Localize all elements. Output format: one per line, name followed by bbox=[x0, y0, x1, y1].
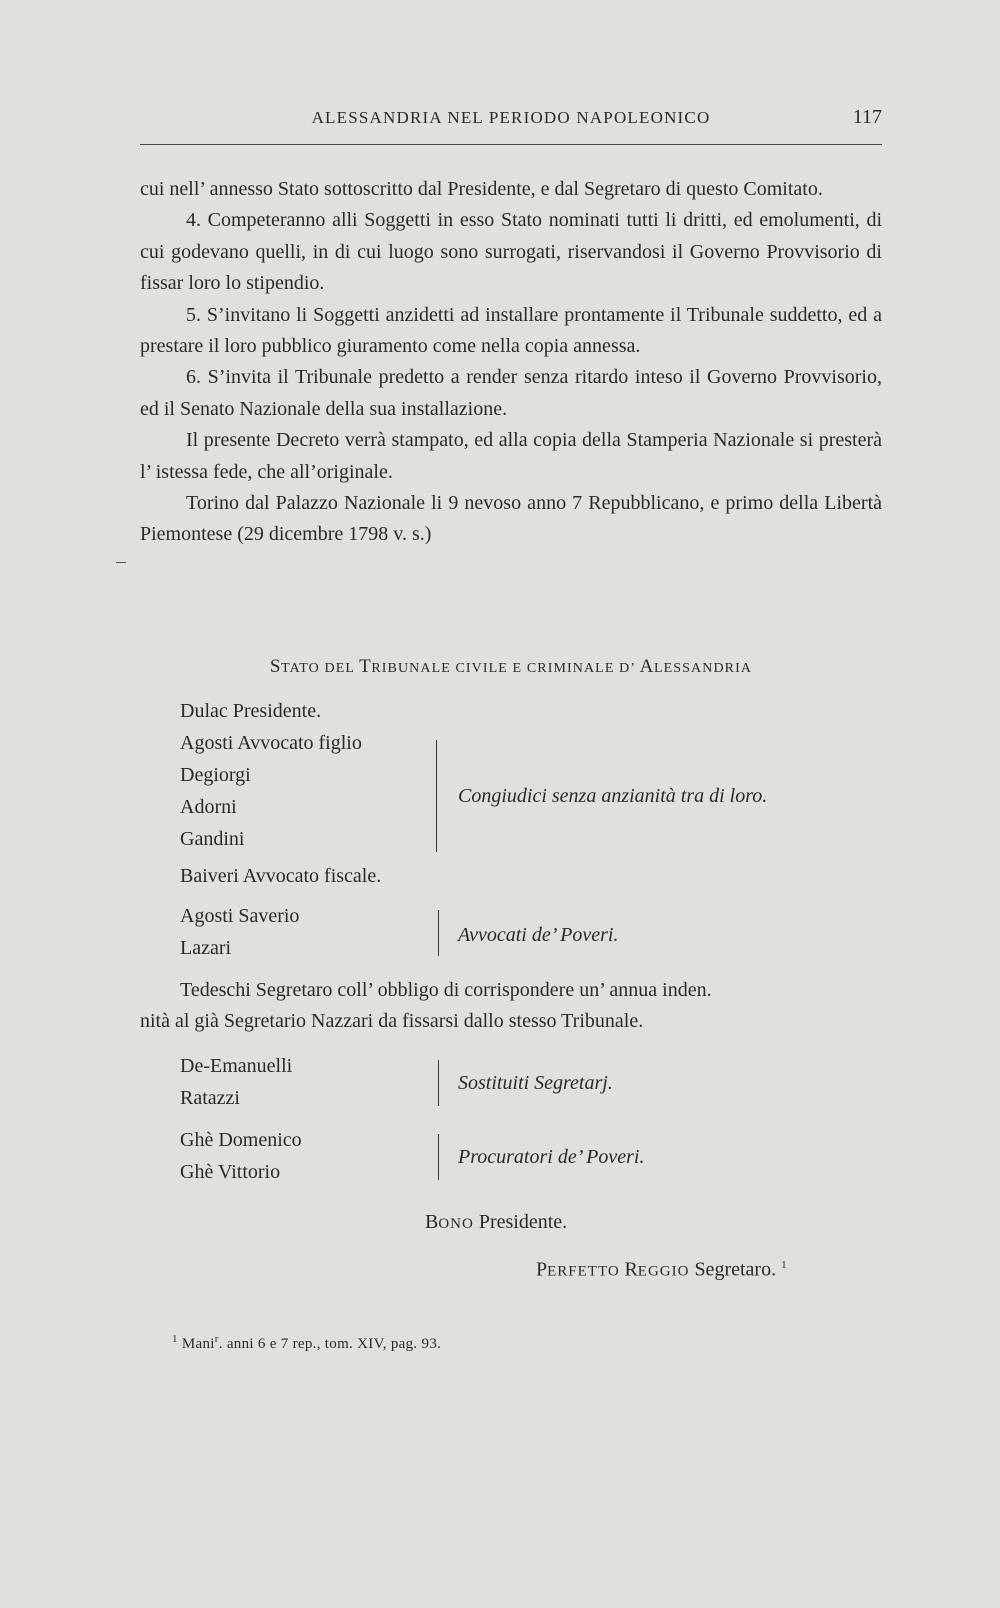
page-number: 117 bbox=[852, 106, 882, 128]
roster-fiscal: Baiveri Avvocato fiscale. bbox=[180, 865, 382, 887]
judges-brace bbox=[436, 740, 437, 852]
substitute-name: De-Emanuelli bbox=[180, 1055, 293, 1077]
signature-part: R bbox=[624, 1258, 638, 1281]
paragraph: 4. Competeranno alli Soggetti in esso Stato nominati tutti li dritti, ed emolumenti, di cui godevano quelli, in di cui luogo sono surrogati, riservandosi il Governo Provvisorio di fissar loro lo stipendio. bbox=[140, 209, 882, 295]
procurator-name: Ghè Vittorio bbox=[180, 1161, 281, 1183]
paragraph: cui nell’ annesso Stato sottoscritto dal Presidente, e dal Segretaro di questo Comitato. bbox=[140, 178, 823, 200]
footnote bbox=[172, 1333, 441, 1353]
footnote-text: Mani bbox=[181, 1336, 215, 1352]
judge-name: Agosti Avvocato figlio bbox=[180, 732, 362, 754]
signature-title: Presidente. bbox=[478, 1211, 568, 1233]
president-signature bbox=[425, 1207, 567, 1239]
paragraph: 5. S’invitano li Soggetti anzidetti ad installare prontamente il Tribunale suddetto, ed a prestare il loro pubblico giuramento come nella copia annessa. bbox=[140, 303, 882, 358]
section-title bbox=[140, 656, 882, 678]
paragraph: Il presente Decreto verrà stampato, ed alla copia della Stamperia Nazionale si presterà l’ istessa fede, che all’originale. bbox=[140, 429, 882, 483]
signature-title: Segretaro. bbox=[694, 1258, 777, 1281]
footnote-text: r bbox=[214, 1333, 219, 1345]
section-title-part: A bbox=[639, 656, 654, 677]
secretary-line: nità al già Segretario Nazzari da fissarsi dallo stesso Tribunale. bbox=[140, 1010, 644, 1032]
advocates-note: Avvocati de’ Poveri. bbox=[458, 924, 619, 946]
paragraph: 6. S’invita il Tribunale predetto a render senza ritardo inteso il Governo Provvisorio, ed il Senato Nazionale della sua installazione. bbox=[140, 366, 882, 420]
substitute-name: Ratazzi bbox=[180, 1087, 240, 1109]
procurators-brace bbox=[438, 1134, 439, 1180]
section-title-part: TATO DEL bbox=[281, 661, 360, 676]
judges-note: Congiudici senza anzianità tra di loro. bbox=[458, 785, 768, 807]
secretary-signature bbox=[536, 1250, 787, 1287]
judge-name: Gandini bbox=[180, 828, 245, 850]
procurators-note: Procuratori de’ Poveri. bbox=[458, 1146, 645, 1168]
roster-president: Dulac Presidente. bbox=[180, 700, 322, 722]
section-title-part: T bbox=[359, 656, 372, 677]
advocates-brace bbox=[438, 910, 439, 956]
paragraph: Torino dal Palazzo Nazionale li 9 nevoso anno 7 Repubblicano, e primo della Libertà Piemontese (29 dicembre 1798 v. s.) bbox=[140, 492, 882, 546]
section-title-part: RIBUNALE CIVILE E CRIMINALE D’ bbox=[371, 661, 640, 676]
advocate-name: Agosti Saverio bbox=[180, 905, 300, 927]
signature-part: EGGIO bbox=[637, 1263, 690, 1280]
running-head bbox=[140, 106, 882, 132]
running-title: ALESSANDRIA NEL PERIODO NAPOLEONICO bbox=[311, 108, 711, 127]
section-title-part: S bbox=[269, 656, 282, 677]
section-title-part: LESSANDRIA bbox=[653, 661, 753, 676]
footnote-text: . anni 6 e 7 rep., tom. XIV, pag. 93. bbox=[218, 1336, 442, 1352]
advocate-name: Lazari bbox=[180, 937, 232, 959]
footnote-marker: 1 bbox=[172, 1333, 178, 1345]
margin-mark bbox=[116, 562, 126, 563]
decree-text bbox=[140, 174, 882, 551]
secretary-line: Tedeschi Segretaro coll’ obbligo di corrispondere un’ annua inden. bbox=[180, 979, 712, 1001]
procurator-name: Ghè Domenico bbox=[180, 1129, 302, 1151]
signature-part: P bbox=[536, 1258, 548, 1281]
judge-name: Adorni bbox=[180, 796, 237, 818]
signature-part: B bbox=[425, 1211, 439, 1233]
signature-part: ONO bbox=[438, 1216, 474, 1232]
substitutes-brace bbox=[438, 1060, 439, 1106]
footnote-ref: 1 bbox=[781, 1259, 787, 1271]
signature-part: ERFETTO bbox=[547, 1263, 625, 1280]
header-rule bbox=[140, 144, 882, 145]
substitutes-note: Sostituiti Segretarj. bbox=[458, 1072, 613, 1094]
judge-name: Degiorgi bbox=[180, 764, 251, 786]
